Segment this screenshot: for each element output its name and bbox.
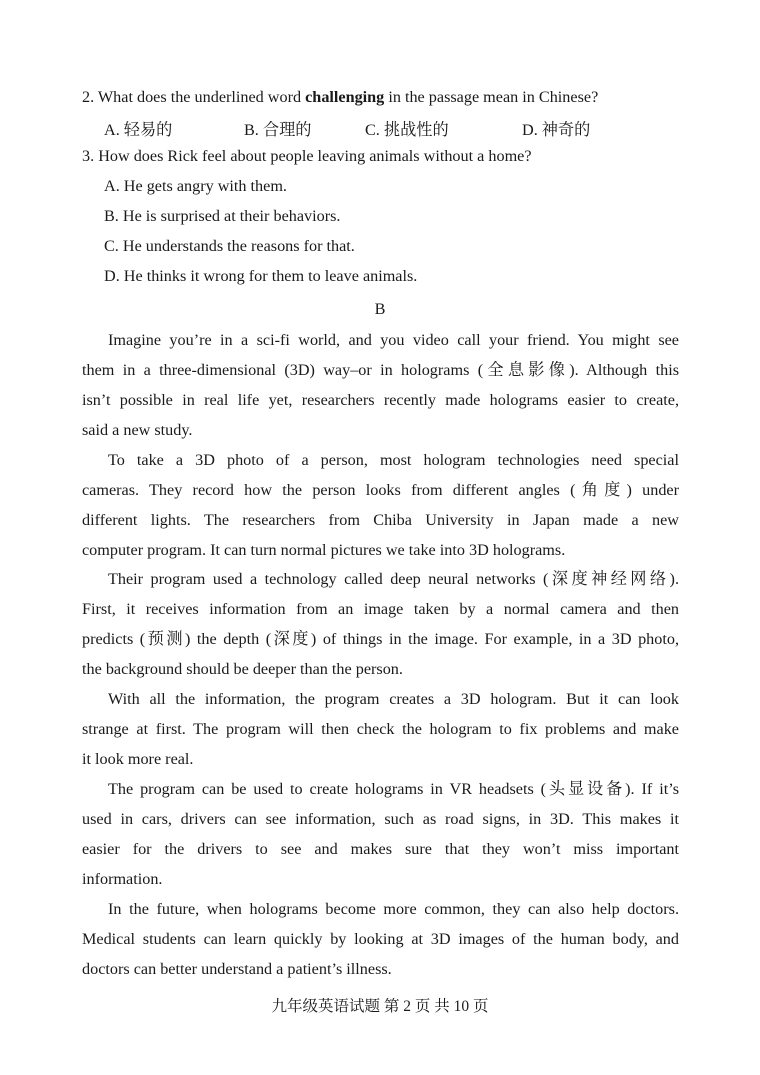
question-3-option-d[interactable]: D. He thinks it wrong for them to leave animals.	[104, 267, 418, 285]
paragraph-3	[82, 564, 679, 684]
paragraph-line: strange at first. The program will then check the hologram to fix problems and make	[82, 720, 679, 738]
paragraph-line: To take a 3D photo of a person, most hologram technologies need special	[108, 451, 679, 469]
question-3: 3. How does Rick feel about people leaving animals without a home?	[82, 147, 532, 165]
paragraph-6	[82, 894, 679, 984]
question-2-prefix: 2. What does the underlined word	[82, 88, 306, 106]
question-2-option-c[interactable]: C. 挑战性的	[365, 121, 449, 139]
question-2-option-d[interactable]: D. 神奇的	[522, 121, 591, 139]
paragraph-line: used in cars, drivers can see information, such as road signs, in 3D. This makes it	[82, 810, 679, 828]
page-footer: 九年级英语试题 第 2 页 共 10 页	[271, 998, 489, 1015]
paragraph-line: the background should be deeper than the person.	[82, 660, 403, 678]
question-2-keyword: challenging	[305, 88, 385, 106]
question-2-suffix: in the passage mean in Chinese?	[384, 88, 599, 106]
paragraph-line: The program can be used to create holograms in VR headsets (头显设备). If it’s	[108, 780, 679, 798]
question-2-options	[104, 116, 684, 140]
paragraph-line: it look more real.	[82, 750, 194, 768]
paragraph-line: doctors can better understand a patient’s illness.	[82, 960, 392, 978]
paragraph-2	[82, 445, 679, 565]
paragraph-line: computer program. It can turn normal pictures we take into 3D holograms.	[82, 541, 566, 559]
paragraph-line: predicts (预测) the depth (深度) of things in the image. For example, in a 3D photo,	[82, 630, 679, 648]
question-3-option-b[interactable]: B. He is surprised at their behaviors.	[104, 207, 341, 225]
paragraph-line: Imagine you’re in a sci-fi world, and you video call your friend. You might see	[108, 331, 679, 349]
paragraph-line: In the future, when holograms become more common, they can also help doctors.	[108, 900, 679, 918]
paragraph-5	[82, 774, 679, 894]
paragraph-line: them in a three-dimensional (3D) way–or in holograms (全息影像). Although this	[82, 361, 679, 379]
paragraph-line: With all the information, the program creates a 3D hologram. But it can look	[108, 690, 679, 708]
question-2-option-b[interactable]: B. 合理的	[244, 121, 312, 139]
paragraph-line: different lights. The researchers from Chiba University in Japan made a new	[82, 511, 679, 529]
paragraph-1	[82, 325, 679, 445]
question-3-option-c[interactable]: C. He understands the reasons for that.	[104, 237, 355, 255]
paragraph-line: cameras. They record how the person looks from different angles (角度) under	[82, 481, 679, 499]
paragraph-4	[82, 684, 679, 774]
section-label: B	[374, 300, 386, 318]
question-2	[82, 88, 598, 107]
paragraph-line: First, it receives information from an image taken by a normal camera and then	[82, 600, 679, 618]
paragraph-line: Medical students can learn quickly by looking at 3D images of the human body, and	[82, 930, 679, 948]
question-2-option-a[interactable]: A. 轻易的	[104, 121, 173, 139]
paragraph-line: isn’t possible in real life yet, researchers recently made holograms easier to create,	[82, 391, 679, 409]
paragraph-line: easier for the drivers to see and makes sure that they won’t miss important	[82, 840, 679, 858]
paragraph-line: Their program used a technology called deep neural networks (深度神经网络).	[108, 570, 679, 588]
question-3-option-a[interactable]: A. He gets angry with them.	[104, 177, 287, 195]
paragraph-line: information.	[82, 870, 163, 888]
paragraph-line: said a new study.	[82, 421, 193, 439]
